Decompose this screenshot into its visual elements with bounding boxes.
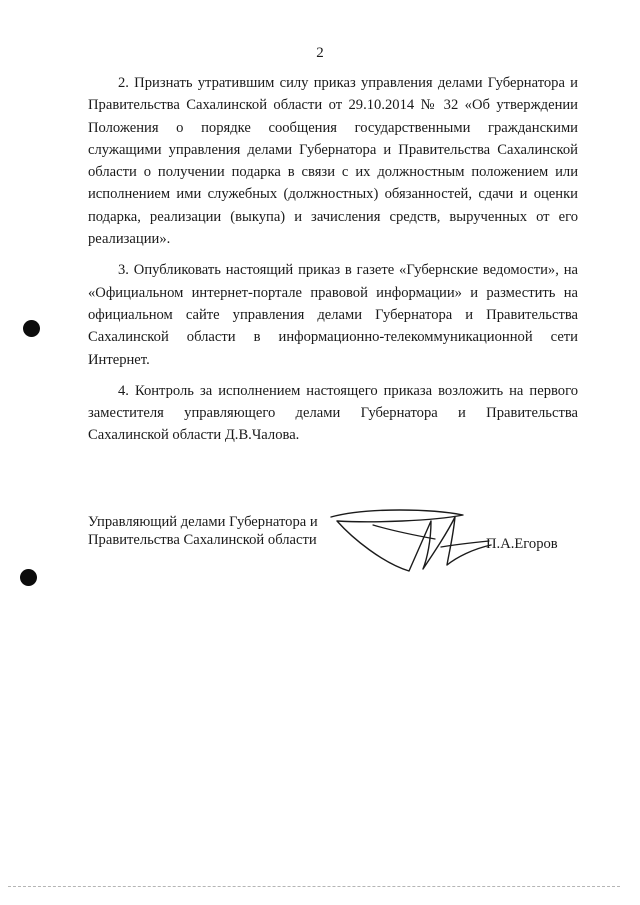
punch-hole-mark xyxy=(20,569,37,586)
signer-title xyxy=(88,513,338,549)
paragraph-3: 3. Опубликовать настоящий приказ в газете «Губернские ведомости», на «Официальном интернет-портале правовой информации» и разместить на официальном сайте управления делами Губернатора и Правительства Сахалинской области в информационно-телекоммуникационной сети Интернет. xyxy=(88,262,578,368)
page-number: 2 xyxy=(316,45,324,61)
punch-hole-mark xyxy=(23,320,40,337)
scan-edge-line xyxy=(8,886,620,887)
paragraph-4: 4. Контроль за исполнением настоящего приказа возложить на первого заместителя управляющего делами Губернатора и Правительства Сахалинской области Д.В.Чалова. xyxy=(88,382,578,444)
signer-title-line: Управляющий делами Губернатора и xyxy=(88,514,318,530)
signer-name: П.А.Егоров xyxy=(486,536,558,552)
document-body xyxy=(88,72,578,456)
handwritten-signature xyxy=(313,505,493,577)
signer-title-line: Правительства Сахалинской области xyxy=(88,532,317,548)
paragraph-2: 2. Признать утратившим силу приказ управления делами Губернатора и Правительства Сахалинской области от 29.10.2014 № 32 «Об утверждении Положения о порядке сообщения государственными гражданскими служащими управления делами Губернатора и Правительства Сахалинской области о получении подарка в связи с их должностным положением или исполнением ими служебных (должностных) обязанностей, сдачи и оценки подарка, реализации (выкупа) и зачисления средств, вырученных от его реализации». xyxy=(88,75,578,248)
